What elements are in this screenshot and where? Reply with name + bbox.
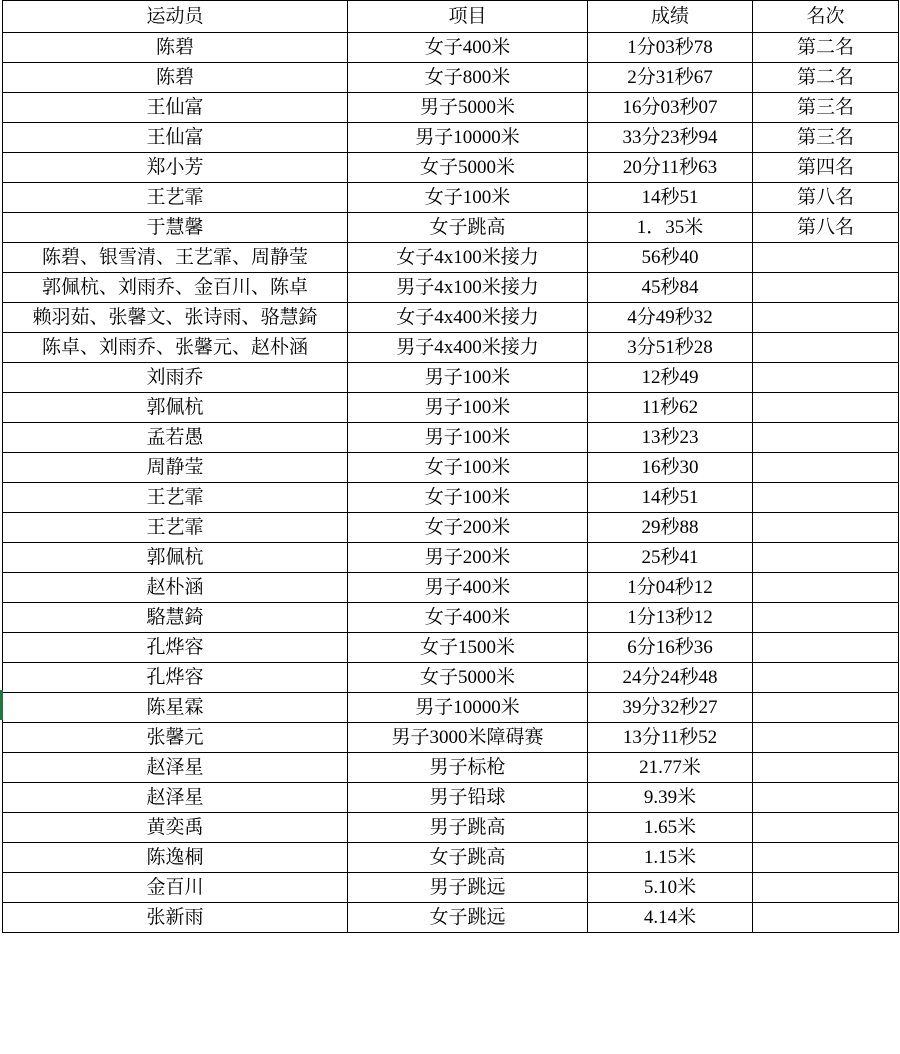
cell-rank	[753, 423, 899, 453]
table-row	[3, 603, 899, 633]
cell-rank: 第二名	[753, 33, 899, 63]
column-header-result: 成绩	[588, 1, 753, 33]
cell-result: 1．35米	[588, 213, 753, 243]
cell-event: 男子100米	[348, 423, 588, 453]
table-row	[3, 333, 899, 363]
table-row	[3, 693, 899, 723]
cell-event: 女子100米	[348, 483, 588, 513]
cell-event: 男子跳高	[348, 813, 588, 843]
cell-rank	[753, 483, 899, 513]
cell-rank: 第三名	[753, 93, 899, 123]
cell-result: 2分31秒67	[588, 63, 753, 93]
cell-event: 男子跳远	[348, 873, 588, 903]
cell-rank: 第四名	[753, 153, 899, 183]
table-row	[3, 513, 899, 543]
cell-result: 6分16秒36	[588, 633, 753, 663]
cell-result: 13秒23	[588, 423, 753, 453]
cell-athlete: 张馨元	[3, 723, 348, 753]
cell-rank	[753, 543, 899, 573]
cell-event: 女子5000米	[348, 153, 588, 183]
cell-athlete: 陈卓、刘雨乔、张馨元、赵朴涵	[3, 333, 348, 363]
cell-event: 女子200米	[348, 513, 588, 543]
cell-event: 女子跳远	[348, 903, 588, 933]
cell-rank	[753, 603, 899, 633]
cell-athlete: 郭佩杭	[3, 543, 348, 573]
cell-event: 男子10000米	[348, 123, 588, 153]
cell-event: 男子200米	[348, 543, 588, 573]
cell-rank	[753, 663, 899, 693]
cell-result: 56秒40	[588, 243, 753, 273]
cell-athlete: 王仙富	[3, 93, 348, 123]
cell-athlete: 陈逸桐	[3, 843, 348, 873]
table-row	[3, 183, 899, 213]
cell-result: 3分51秒28	[588, 333, 753, 363]
cell-athlete: 刘雨乔	[3, 363, 348, 393]
cell-result: 24分24秒48	[588, 663, 753, 693]
table-row	[3, 273, 899, 303]
cell-rank	[753, 363, 899, 393]
cell-athlete: 王艺霏	[3, 483, 348, 513]
results-table	[2, 0, 899, 933]
cell-rank	[753, 513, 899, 543]
cell-rank	[753, 753, 899, 783]
table-row	[3, 393, 899, 423]
cell-event: 女子400米	[348, 33, 588, 63]
table-row	[3, 153, 899, 183]
table-row	[3, 423, 899, 453]
cell-result: 4.14米	[588, 903, 753, 933]
table-row	[3, 453, 899, 483]
cell-athlete: 王艺霏	[3, 513, 348, 543]
table-row	[3, 93, 899, 123]
cell-result: 1分04秒12	[588, 573, 753, 603]
cell-athlete: 陈碧	[3, 63, 348, 93]
table-header-row	[3, 1, 899, 33]
cell-athlete: 孟若愚	[3, 423, 348, 453]
table-row	[3, 873, 899, 903]
table-row	[3, 843, 899, 873]
cell-athlete: 赵朴涵	[3, 573, 348, 603]
table-row	[3, 483, 899, 513]
cell-rank	[753, 633, 899, 663]
cell-rank	[753, 303, 899, 333]
cell-event: 女子1500米	[348, 633, 588, 663]
cell-result: 13分11秒52	[588, 723, 753, 753]
row-gutter	[0, 0, 2, 1054]
cell-athlete: 郭佩杭、刘雨乔、金百川、陈卓	[3, 273, 348, 303]
cell-rank	[753, 333, 899, 363]
cell-event: 男子4x100米接力	[348, 273, 588, 303]
cell-rank: 第二名	[753, 63, 899, 93]
table-row	[3, 663, 899, 693]
cell-event: 男子标枪	[348, 753, 588, 783]
cell-event: 女子400米	[348, 603, 588, 633]
cell-athlete: 金百川	[3, 873, 348, 903]
cell-result: 1分03秒78	[588, 33, 753, 63]
cell-result: 14秒51	[588, 483, 753, 513]
cell-athlete: 于慧馨	[3, 213, 348, 243]
cell-event: 女子跳高	[348, 843, 588, 873]
cell-rank: 第八名	[753, 183, 899, 213]
table-row	[3, 753, 899, 783]
cell-event: 男子5000米	[348, 93, 588, 123]
cell-result: 4分49秒32	[588, 303, 753, 333]
cell-event: 男子铅球	[348, 783, 588, 813]
cell-rank	[753, 393, 899, 423]
cell-result: 20分11秒63	[588, 153, 753, 183]
table-row	[3, 33, 899, 63]
cell-event: 女子跳高	[348, 213, 588, 243]
cell-athlete: 赵泽星	[3, 753, 348, 783]
cell-rank	[753, 783, 899, 813]
cell-rank	[753, 573, 899, 603]
cell-athlete: 王仙富	[3, 123, 348, 153]
cell-event: 女子800米	[348, 63, 588, 93]
table-row	[3, 633, 899, 663]
cell-rank: 第八名	[753, 213, 899, 243]
table-row	[3, 303, 899, 333]
table-row	[3, 573, 899, 603]
active-row-marker	[0, 690, 3, 720]
cell-rank	[753, 453, 899, 483]
cell-result: 29秒88	[588, 513, 753, 543]
cell-result: 21.77米	[588, 753, 753, 783]
cell-event: 女子4x100米接力	[348, 243, 588, 273]
cell-result: 1分13秒12	[588, 603, 753, 633]
cell-event: 女子100米	[348, 183, 588, 213]
cell-event: 男子4x400米接力	[348, 333, 588, 363]
cell-result: 16分03秒07	[588, 93, 753, 123]
table-row	[3, 543, 899, 573]
column-header-athlete: 运动员	[3, 1, 348, 33]
cell-result: 5.10米	[588, 873, 753, 903]
column-header-event: 项目	[348, 1, 588, 33]
cell-result: 9.39米	[588, 783, 753, 813]
cell-rank	[753, 693, 899, 723]
table-row	[3, 363, 899, 393]
cell-result: 16秒30	[588, 453, 753, 483]
cell-result: 14秒51	[588, 183, 753, 213]
cell-event: 女子5000米	[348, 663, 588, 693]
cell-result: 39分32秒27	[588, 693, 753, 723]
cell-athlete: 张新雨	[3, 903, 348, 933]
cell-event: 男子400米	[348, 573, 588, 603]
cell-event: 男子100米	[348, 363, 588, 393]
cell-rank	[753, 903, 899, 933]
cell-result: 11秒62	[588, 393, 753, 423]
cell-athlete: 陈碧	[3, 33, 348, 63]
cell-athlete: 赵泽星	[3, 783, 348, 813]
cell-rank	[753, 723, 899, 753]
cell-event: 女子100米	[348, 453, 588, 483]
cell-result: 1.15米	[588, 843, 753, 873]
cell-athlete: 王艺霏	[3, 183, 348, 213]
cell-rank	[753, 813, 899, 843]
cell-athlete: 孔烨容	[3, 633, 348, 663]
cell-rank: 第三名	[753, 123, 899, 153]
cell-athlete: 郭佩杭	[3, 393, 348, 423]
table-row	[3, 723, 899, 753]
column-header-rank: 名次	[753, 1, 899, 33]
cell-result: 25秒41	[588, 543, 753, 573]
cell-rank	[753, 243, 899, 273]
cell-result: 33分23秒94	[588, 123, 753, 153]
cell-result: 45秒84	[588, 273, 753, 303]
table-row	[3, 783, 899, 813]
table-row	[3, 123, 899, 153]
table-row	[3, 243, 899, 273]
cell-result: 12秒49	[588, 363, 753, 393]
cell-athlete: 駱慧錡	[3, 603, 348, 633]
table-row	[3, 813, 899, 843]
cell-athlete: 陈碧、银雪清、王艺霏、周静莹	[3, 243, 348, 273]
cell-rank	[753, 843, 899, 873]
cell-event: 男子10000米	[348, 693, 588, 723]
cell-rank	[753, 873, 899, 903]
cell-athlete: 黄奕禹	[3, 813, 348, 843]
cell-event: 男子100米	[348, 393, 588, 423]
cell-athlete: 郑小芳	[3, 153, 348, 183]
cell-result: 1.65米	[588, 813, 753, 843]
cell-event: 男子3000米障碍赛	[348, 723, 588, 753]
table-row	[3, 63, 899, 93]
table-row	[3, 903, 899, 933]
cell-event: 女子4x400米接力	[348, 303, 588, 333]
results-table-body	[3, 1, 899, 933]
cell-athlete: 陈星霖	[3, 693, 348, 723]
cell-rank	[753, 273, 899, 303]
cell-athlete: 赖羽茹、张馨文、张诗雨、骆慧錡	[3, 303, 348, 333]
cell-athlete: 周静莹	[3, 453, 348, 483]
cell-athlete: 孔烨容	[3, 663, 348, 693]
table-row	[3, 213, 899, 243]
